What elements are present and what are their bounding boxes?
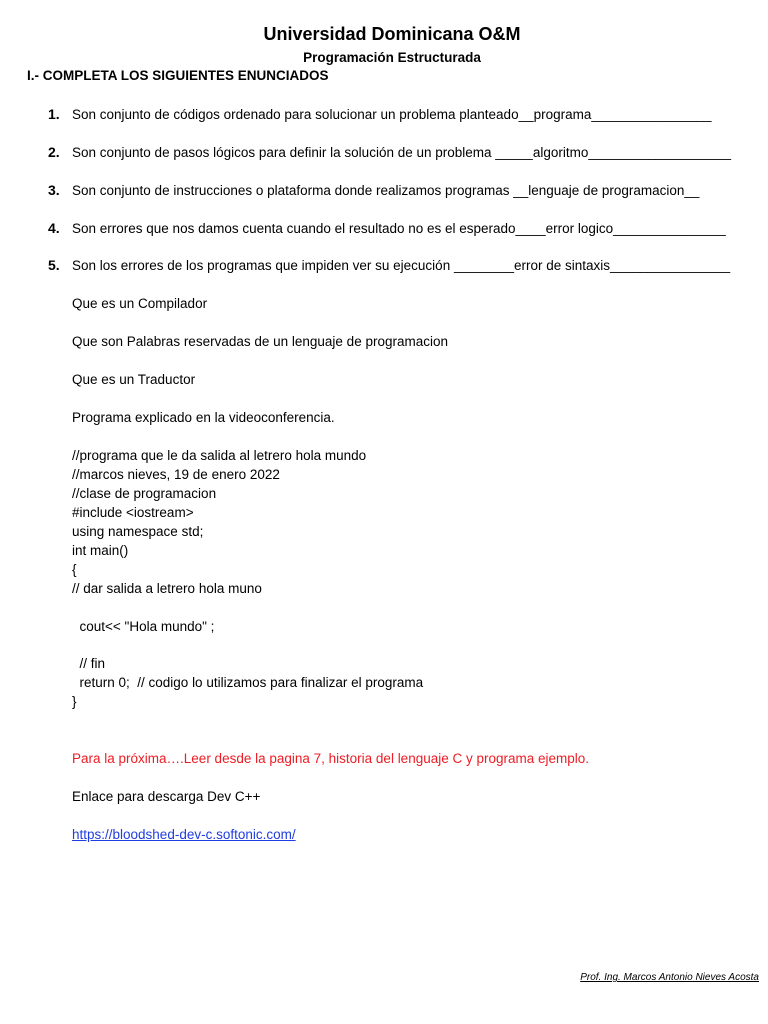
code-line: #include <iostream> <box>72 505 194 520</box>
item-text: Son conjunto de pasos lógicos para definir la solución de un problema _____algoritmo___________________ <box>72 145 731 160</box>
reading-note: Para la próxima….Leer desde la pagina 7, historia del lenguaje C y programa ejemplo. <box>72 751 590 766</box>
code-line: //clase de programacion <box>72 486 217 501</box>
author-footer: Prof. Ing. Marcos Antonio Nieves Acosta <box>580 972 759 983</box>
download-label: Enlace para descarga Dev C++ <box>72 789 261 804</box>
item-number: 2. <box>48 144 60 160</box>
code-line: //marcos nieves, 19 de enero 2022 <box>72 467 280 482</box>
code-line: } <box>72 694 77 709</box>
download-link[interactable]: https://bloodshed-dev-c.softonic.com/ <box>72 827 296 842</box>
document-title: Universidad Dominicana O&M <box>263 24 521 44</box>
question-line: Que es un Compilador <box>72 296 208 311</box>
code-line: return 0; // codigo lo utilizamos para finalizar el programa <box>72 675 424 690</box>
document-subtitle: Programación Estructurada <box>303 50 481 65</box>
item-text: Son conjunto de instrucciones o plataforma donde realizamos programas __lenguaje de programacion__ <box>72 183 700 198</box>
question-line: Que son Palabras reservadas de un lenguaje de programacion <box>72 334 448 349</box>
item-number: 3. <box>48 182 60 198</box>
item-text: Son errores que nos damos cuenta cuando el resultado no es el esperado____error logico_______________ <box>72 221 726 236</box>
question-line: Programa explicado en la videoconferencia. <box>72 410 335 425</box>
code-line: { <box>72 562 77 577</box>
code-line: cout<< "Hola mundo" ; <box>72 619 215 634</box>
question-line: Que es un Traductor <box>72 372 196 387</box>
item-text: Son conjunto de códigos ordenado para solucionar un problema planteado__programa________________ <box>72 107 712 122</box>
item-text: Son los errores de los programas que impiden ver su ejecución ________error de sintaxis________________ <box>72 258 731 273</box>
code-line: int main() <box>72 543 129 558</box>
item-number: 4. <box>48 220 60 236</box>
section-heading: I.- COMPLETA LOS SIGUIENTES ENUNCIADOS <box>27 68 329 83</box>
code-line: // dar salida a letrero hola muno <box>72 581 262 596</box>
item-number: 1. <box>48 106 60 122</box>
code-line: using namespace std; <box>72 524 204 539</box>
code-line: // fin <box>72 656 106 671</box>
item-number: 5. <box>48 257 60 273</box>
code-line: //programa que le da salida al letrero hola mundo <box>72 448 367 463</box>
